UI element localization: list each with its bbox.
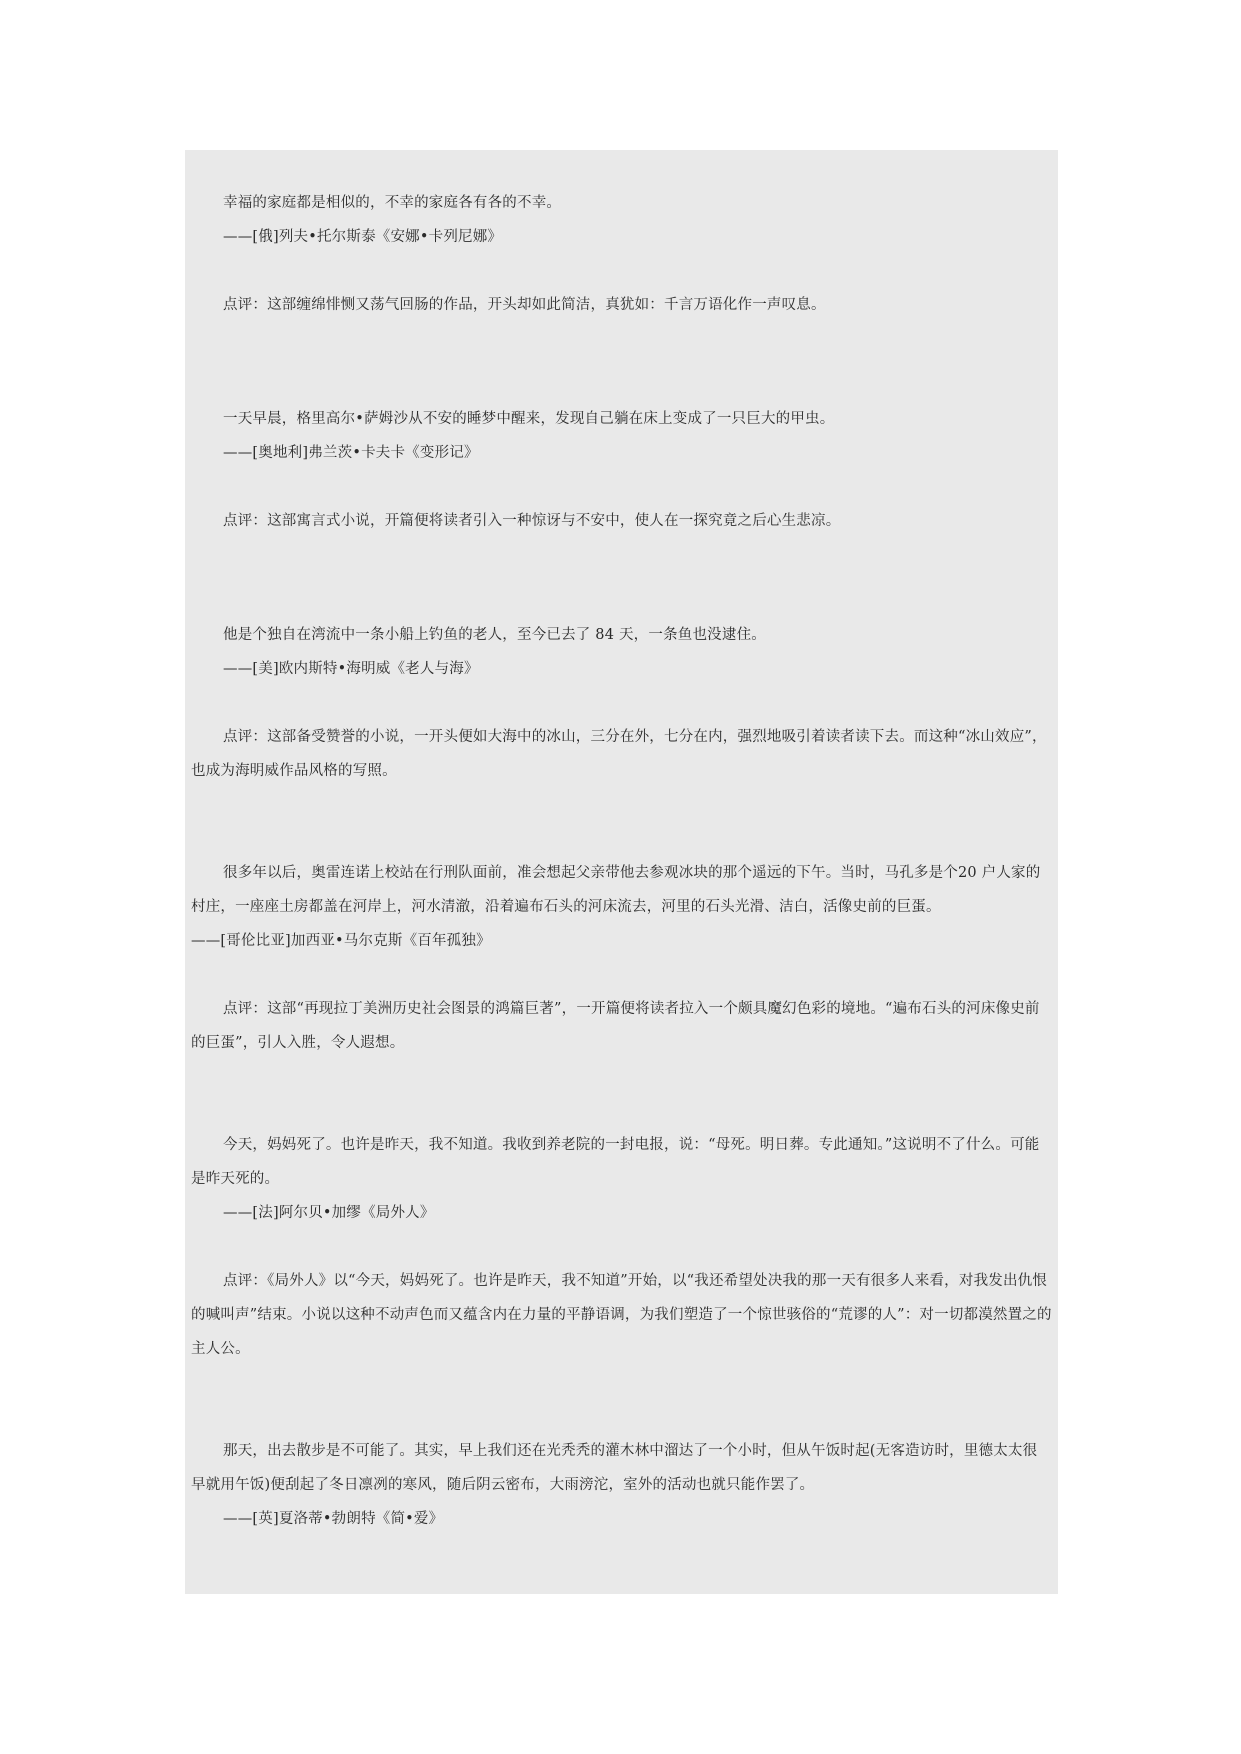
quote-source: ——[法]阿尔贝•加缪《局外人》	[223, 1205, 435, 1221]
comment-text: 点评：这部寓言式小说，开篇便将读者引入一种惊讶与不安中，使人在一探究竟之后心生悲凉。	[223, 513, 841, 529]
quote-text: 那天，出去散步是不可能了。其实，早上我们还在光秃秃的灌木林中溜达了一个小时，但从午饭时起(无客造访时，里德太太很早就用午饭)便刮起了冬日凛冽的寒风，随后阴云密布，大雨滂沱，室外的活动也就只能作罢了。	[191, 1443, 1038, 1493]
document-page	[185, 150, 1058, 1594]
quote-text: 很多年以后，奥雷连诺上校站在行刑队面前，准会想起父亲带他去参观冰块的那个遥远的下午。当时，马孔多是个20 户人家的村庄，一座座土房都盖在河岸上，河水清澈，沿着遍布石头的河床流去，河里的石头光滑、洁白，活像史前的巨蛋。	[191, 865, 1041, 915]
quote-source: ——[英]夏洛蒂•勃朗特《简•爱》	[223, 1511, 444, 1527]
quote-text: 幸福的家庭都是相似的，不幸的家庭各有各的不幸。	[223, 195, 562, 211]
quote-source: ——[美]欧内斯特•海明威《老人与海》	[223, 661, 479, 677]
comment-text: 点评：这部“再现拉丁美洲历史社会图景的鸿篇巨著”，一开篇便将读者拉入一个颇具魔幻色彩的境地。“遍布石头的河床像史前的巨蛋”，引人入胜，令人遐想。	[191, 1001, 1040, 1051]
comment-text: 点评：这部缠绵悱恻又荡气回肠的作品，开头却如此简洁，真犹如：千言万语化作一声叹息。	[223, 297, 826, 313]
comment-text: 点评：《局外人》以“今天，妈妈死了。也许是昨天，我不知道”开始，以“我还希望处决我的那一天有很多人来看，对我发出仇恨的喊叫声”结束。小说以这种不动声色而又蕴含内在力量的平静语调，为我们塑造了一个惊世骇俗的“荒谬的人”：对一切都漠然置之的主人公。	[191, 1273, 1052, 1357]
quote-text: 今天，妈妈死了。也许是昨天，我不知道。我收到养老院的一封电报，说：“母死。明日葬。专此通知。”这说明不了什么。可能是昨天死的。	[191, 1137, 1040, 1187]
quote-source: ——[俄]列夫•托尔斯泰《安娜•卡列尼娜》	[223, 229, 503, 245]
quote-text: 一天早晨，格里高尔•萨姆沙从不安的睡梦中醒来，发现自己躺在床上变成了一只巨大的甲虫。	[223, 411, 835, 427]
comment-text: 点评：这部备受赞誉的小说，一开头便如大海中的冰山，三分在外，七分在内，强烈地吸引着读者读下去。而这种“冰山效应”，也成为海明威作品风格的写照。	[191, 729, 1047, 779]
quote-source: ——[奥地利]弗兰茨•卡夫卡《变形记》	[223, 445, 479, 461]
quote-source: ——[哥伦比亚]加西亚•马尔克斯《百年孤独》	[191, 933, 491, 949]
quote-text: 他是个独自在湾流中一条小船上钓鱼的老人，至今已去了 84 天，一条鱼也没逮住。	[223, 627, 766, 643]
